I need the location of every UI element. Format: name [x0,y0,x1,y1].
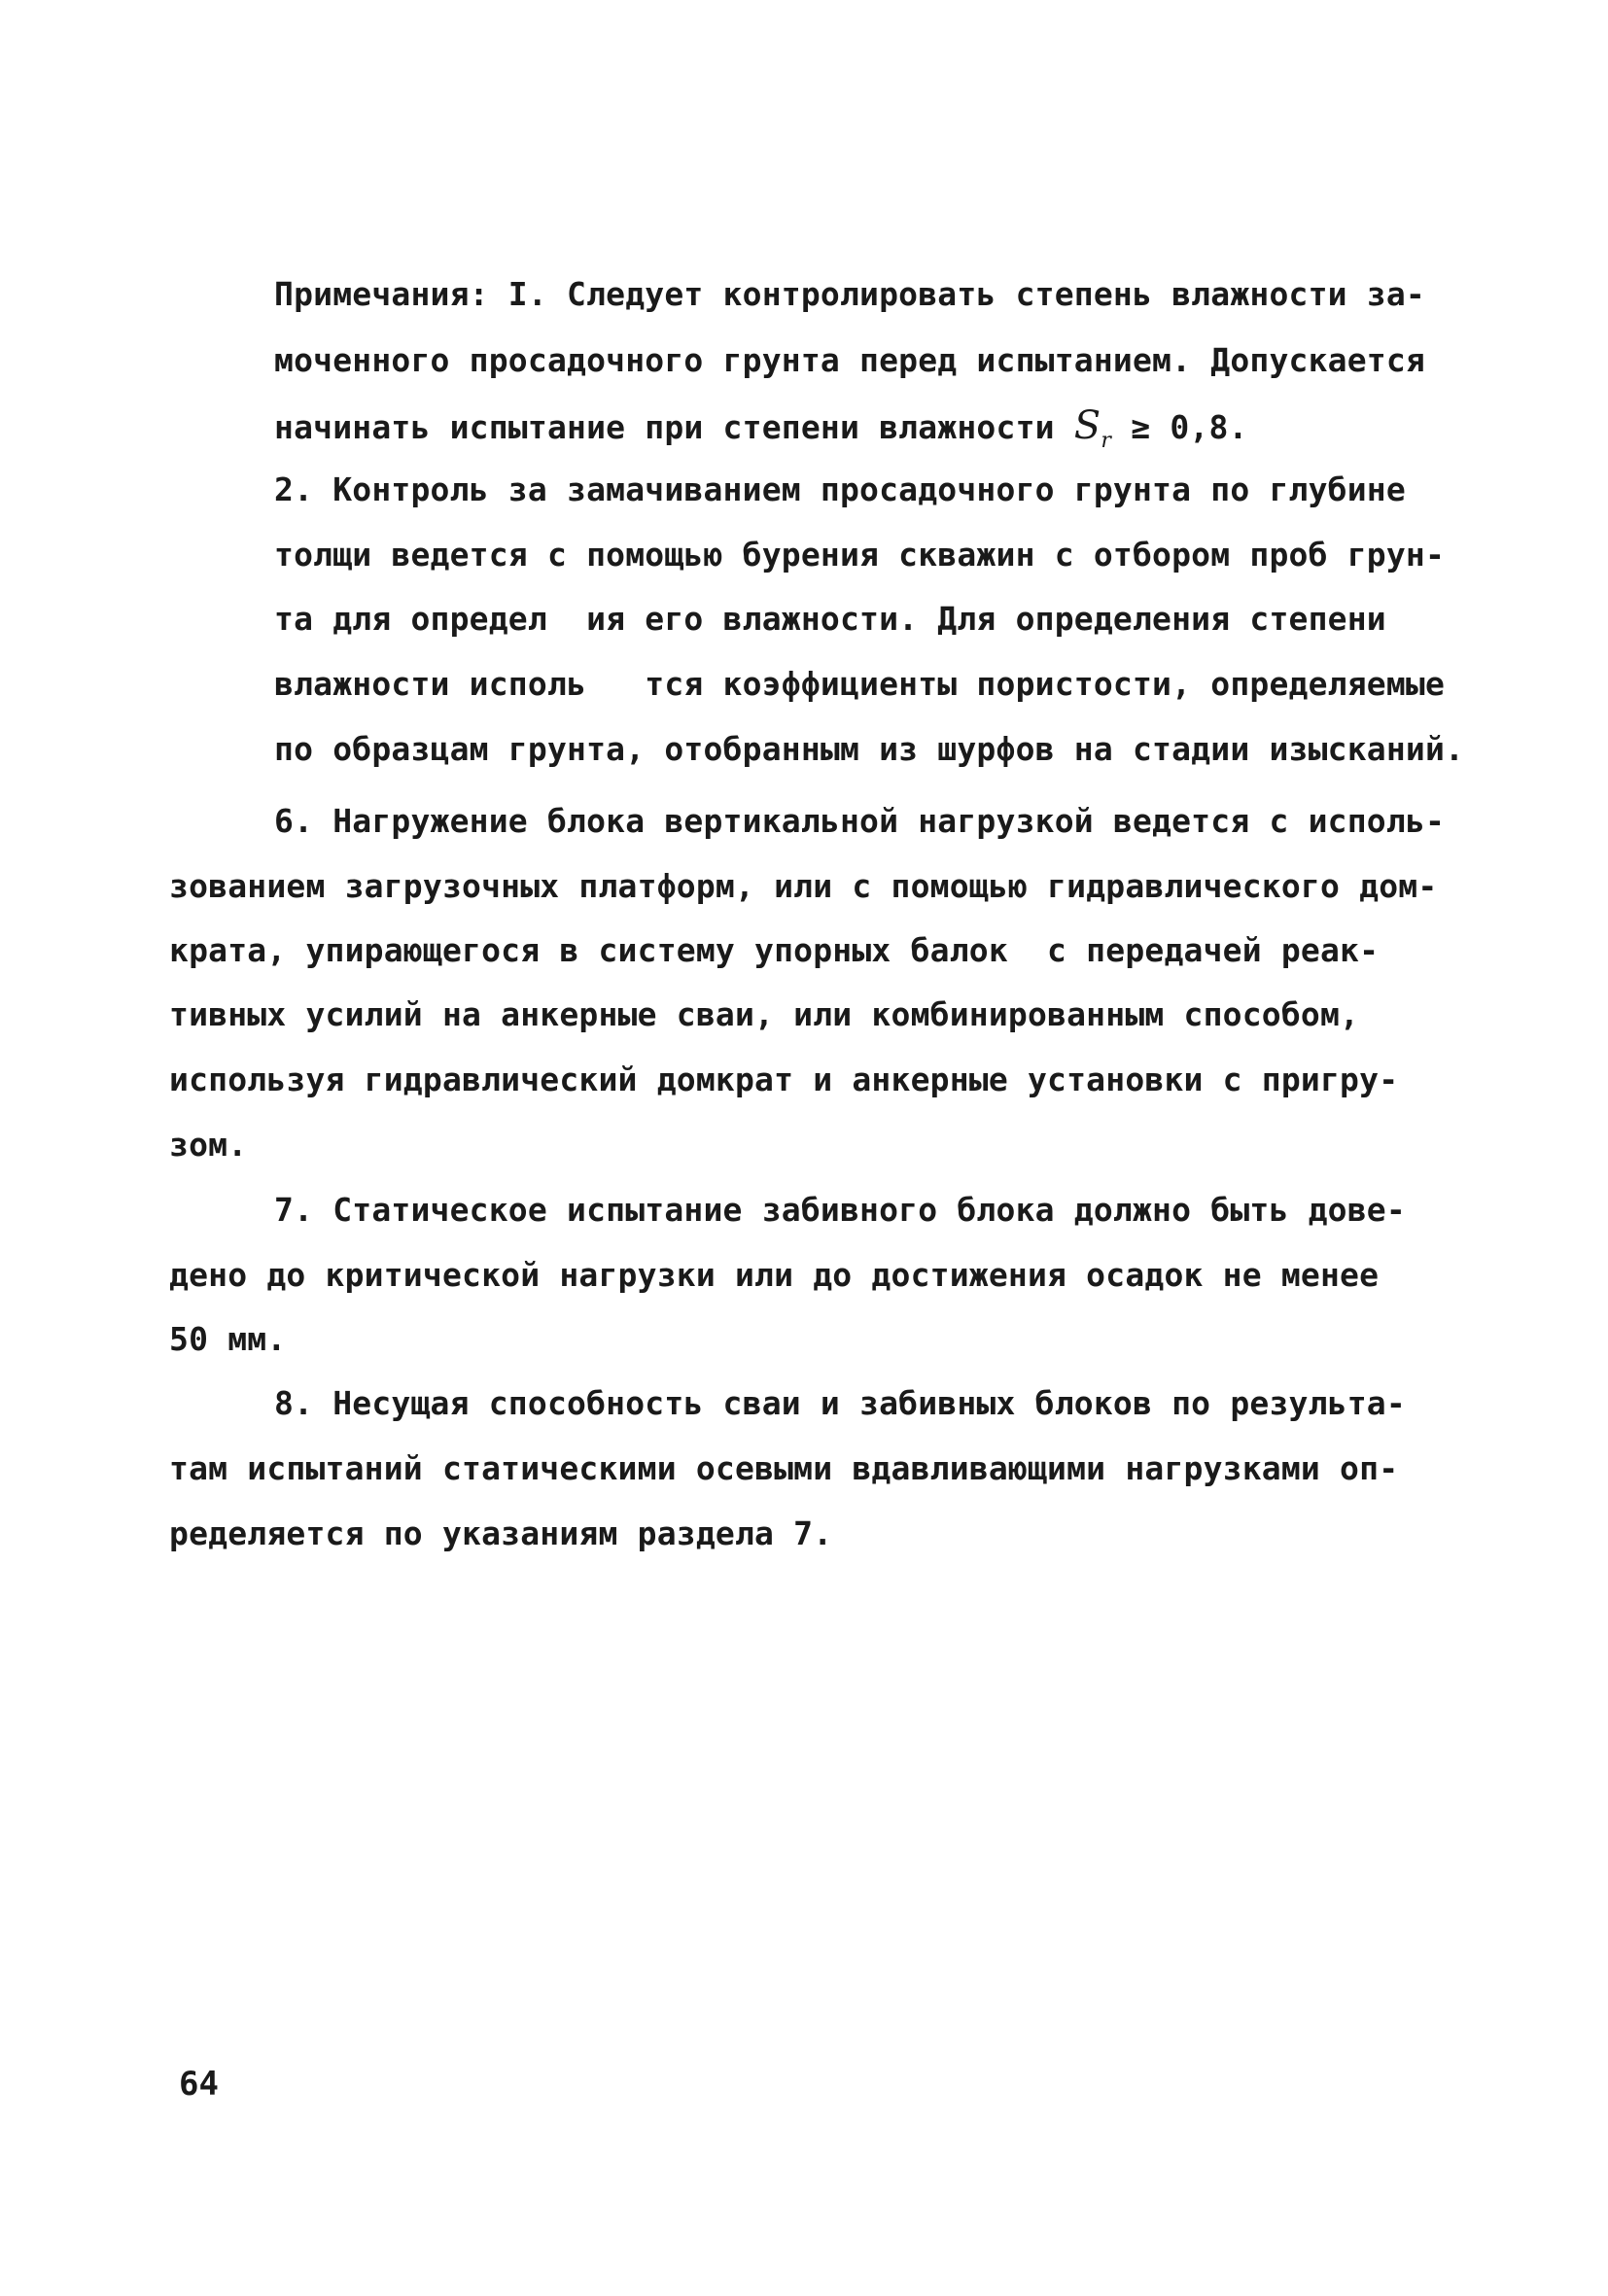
paragraph-line: 7. Статическое испытание забивного блока должно быть дове- [274,1191,1406,1229]
saturation-symbol: $S_r$ [1073,403,1112,453]
note-line: по образцам грунта, отобранным из шурфов на стадии изысканий. [274,730,1465,768]
note-line: влажности исполь тся коэффициенты пористости, определяемые [274,665,1446,703]
paragraph-line: тивных усилий на анкерные сваи, или комбинированным способом, [169,995,1360,1033]
note-line: Примечания: I. Следует контролировать степень влажности за- [274,275,1425,313]
saturation-condition: ≥ 0,8. [1131,408,1248,446]
note-line: та для определ ия его влажности. Для определения степени [274,600,1386,638]
note-line [274,403,1248,461]
paragraph-line: там испытаний статическими осевыми вдавливающими нагрузками оп- [169,1449,1399,1487]
paragraph-line: зом. [169,1126,248,1164]
note-line: моченного просадочного грунта перед испытанием. Допускается [274,341,1425,379]
paragraph-line: ределяется по указаниям раздела 7. [169,1514,833,1552]
paragraph-line: дено до критической нагрузки или до достижения осадок не менее [169,1256,1380,1294]
paragraph-line: зованием загрузочных платформ, или с помощью гидравлического дом- [169,867,1438,905]
page-number: 64 [179,2065,219,2104]
paragraph-line: 8. Несущая способность сваи и забивных блоков по результа- [274,1384,1406,1422]
note-line-text: начинать испытание при степени влажности [274,408,1055,446]
note-line: 2. Контроль за замачиванием просадочного грунта по глубине [274,470,1406,508]
paragraph-line: 50 мм. [169,1320,287,1358]
note-line: толщи ведется с помощью бурения скважин с отбором проб грун- [274,536,1446,574]
paragraph-line: 6. Нагружение блока вертикальной нагрузкой ведется с исполь- [274,802,1446,840]
paragraph-line: используя гидравлический домкрат и анкерные установки с пригру- [169,1061,1399,1098]
paragraph-line: крата, упирающегося в систему упорных балок с передачей реак- [169,931,1380,969]
